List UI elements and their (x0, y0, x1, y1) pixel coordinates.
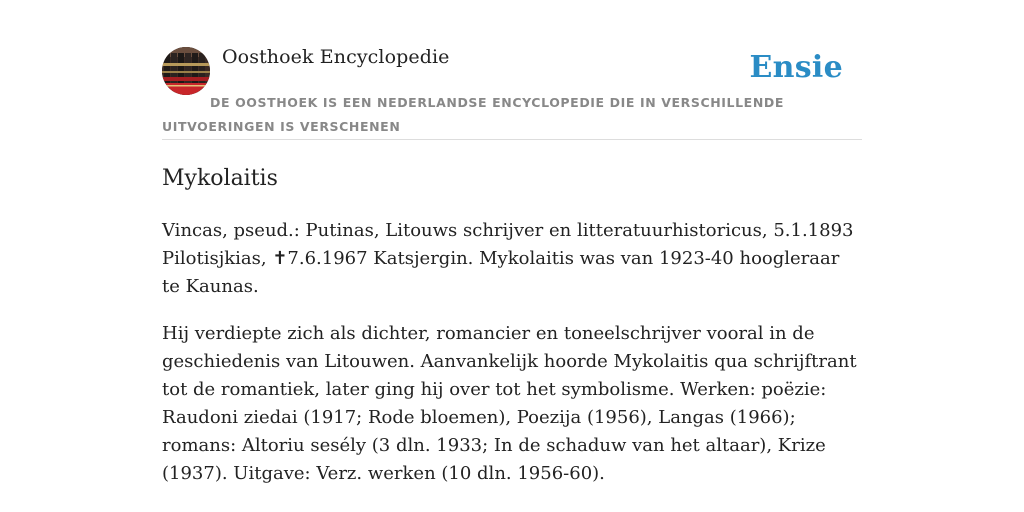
site-tagline: DE OOSTHOEK IS EEN NEDERLANDSE ENCYCLOPEDIE DIE IN VERSCHILLENDE UITVOERINGEN IS VERSCHENEN (162, 95, 784, 134)
site-header (162, 0, 862, 140)
article-paragraph: Hij verdiepte zich als dichter, romancier en toneelschrijver vooral in de geschiedenis van Litouwen. Aanvankelijk hoorde Mykolaitis qua schrijftrant tot de romantiek, later ging hij over tot het symbolisme. Werken: poëzie: Raudoni ziedai (1917; Rode bloemen), Poezija (1956), Langas (1966); romans: Altoriu sesély (3 dln. 1933; In de schaduw van het altaar), Krize (1937). Uitgave: Verz. werken (10 dln. 1956-60). (162, 323, 857, 484)
article (162, 163, 862, 507)
article-paragraph: Vincas, pseud.: Putinas, Litouws schrijver en litteratuurhistoricus, 5.1.1893 Pilotisjkias, ✝7.6.1967 Katsjergin. Mykolaitis was van 1923-40 hoogleraar te Kaunas. (162, 220, 854, 297)
page (162, 0, 862, 512)
book-spines-icon (162, 47, 210, 95)
avatar[interactable] (162, 47, 210, 95)
brand-logo[interactable]: Ensie (749, 50, 843, 85)
site-title[interactable]: Oosthoek Encyclopedie (222, 46, 450, 68)
article-title: Mykolaitis (162, 166, 278, 191)
